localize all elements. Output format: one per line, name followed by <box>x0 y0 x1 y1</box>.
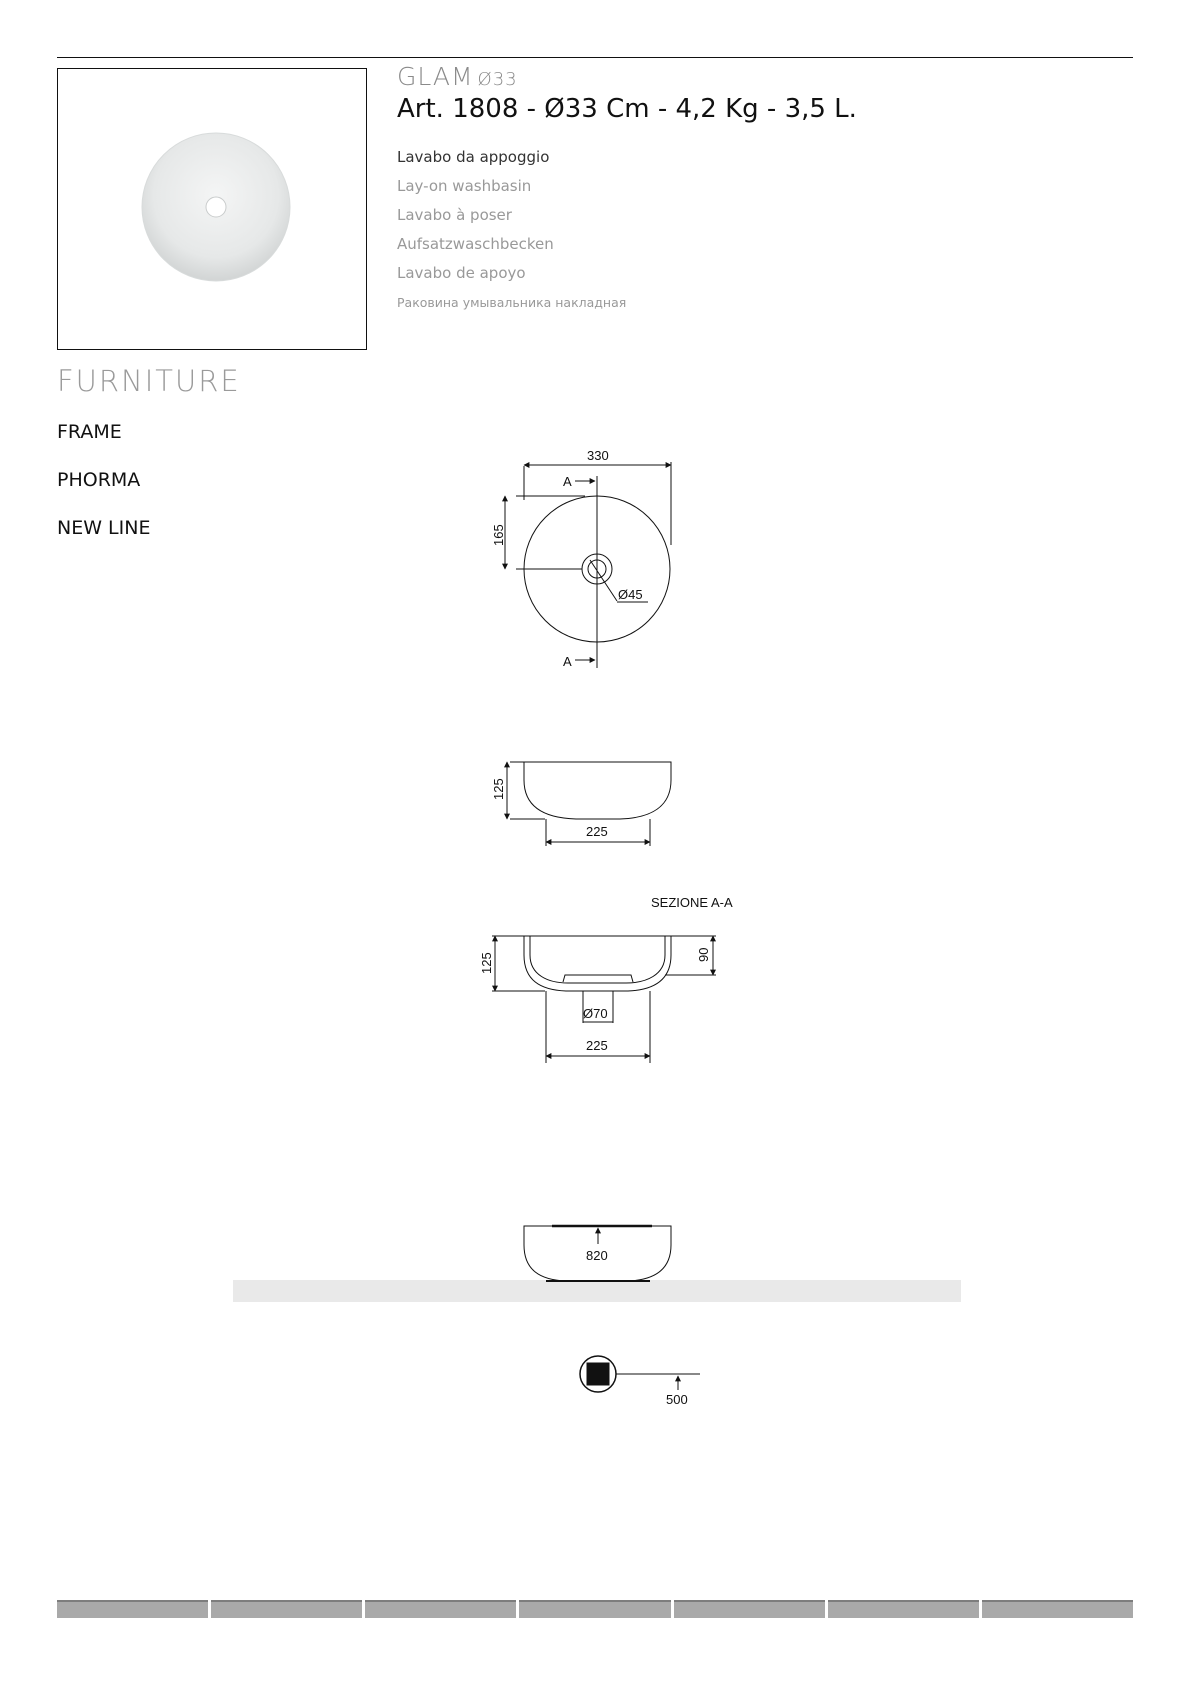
tap-distance-label: 500 <box>666 1392 688 1407</box>
description-en: Lay-on washbasin <box>397 177 532 195</box>
description-de: Aufsatzwaschbecken <box>397 235 554 253</box>
series-size: Ø33 <box>477 69 518 90</box>
furniture-title: FURNITURE <box>57 364 241 398</box>
section-base-label: 225 <box>586 1038 608 1053</box>
top-width-label: 330 <box>587 448 609 463</box>
footer-segment <box>519 1600 670 1618</box>
footer-segment <box>828 1600 979 1618</box>
furniture-item-new-line[interactable]: NEW LINE <box>57 517 151 539</box>
section-height-label: 125 <box>479 952 494 974</box>
footer-segment <box>365 1600 516 1618</box>
section-drain-label: Ø70 <box>583 1006 608 1021</box>
section-marker-bottom: A <box>563 654 572 669</box>
top-drain-label: Ø45 <box>618 587 643 602</box>
series-label: GLAM <box>397 62 474 91</box>
section-marker-top: A <box>563 474 572 489</box>
section-depth-label: 90 <box>696 947 711 962</box>
footer-segment <box>982 1600 1133 1618</box>
tap-view-drawing <box>580 1356 700 1392</box>
footer-segment <box>674 1600 825 1618</box>
side-height-label: 125 <box>491 778 506 800</box>
side-base-label: 225 <box>586 824 608 839</box>
install-height-label: 820 <box>586 1248 608 1263</box>
furniture-item-frame[interactable]: FRAME <box>57 421 122 443</box>
description-fr: Lavabo à poser <box>397 206 512 224</box>
top-view-drawing <box>505 462 671 668</box>
footer-bar <box>57 1600 1133 1618</box>
article-line: Art. 1808 - Ø33 Cm - 4,2 Kg - 3,5 L. <box>397 94 857 124</box>
top-half-label: 165 <box>491 524 506 546</box>
furniture-item-phorma[interactable]: PHORMA <box>57 469 141 491</box>
footer-segment <box>211 1600 362 1618</box>
description-es: Lavabo de apoyo <box>397 264 526 282</box>
footer-segment <box>57 1600 208 1618</box>
section-title: SEZIONE A-A <box>651 895 733 910</box>
description-ru: Раковина умывальника накладная <box>397 295 627 310</box>
description-it: Lavabo da appoggio <box>397 148 550 166</box>
